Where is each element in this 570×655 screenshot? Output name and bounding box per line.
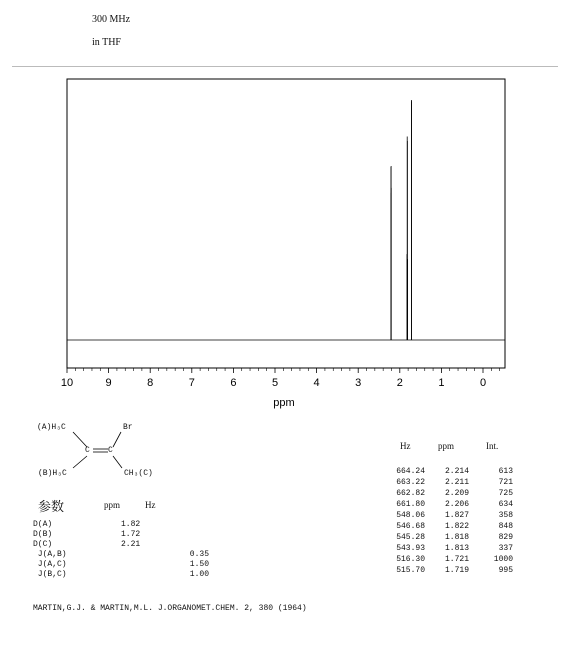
peaks-header-int: Int. [486, 441, 499, 451]
x-axis-label: ppm [273, 397, 295, 409]
param-hz: 1.50 [189, 559, 209, 569]
peak-hz: 661.80 [396, 500, 425, 509]
peak-ppm: 2.206 [444, 500, 469, 509]
param-hz: 1.00 [189, 569, 209, 579]
x-tick-label-4: 4 [313, 377, 320, 389]
peak-row [387, 499, 513, 510]
peak-ppm: 1.719 [444, 566, 469, 575]
peak-row [387, 521, 513, 532]
carbon-2-label: C [108, 446, 113, 455]
peak-int: 1000 [493, 555, 513, 564]
peak-hz: 662.82 [396, 489, 425, 498]
x-tick-label-7: 7 [188, 377, 195, 389]
params-col-ppm: ppm [104, 500, 121, 510]
peak-ppm: 2.209 [444, 489, 469, 498]
x-tick-label-10: 10 [60, 377, 74, 389]
solvent-label: in THF [92, 37, 121, 48]
peak-row [387, 510, 513, 521]
group-b-label: (B)H₃C [38, 469, 67, 478]
bromine-label: Br [123, 423, 133, 432]
peak-ppm: 1.818 [444, 533, 469, 542]
x-tick-label-0: 0 [479, 377, 487, 389]
param-ppm [121, 549, 153, 559]
peak-hz: 546.68 [396, 522, 425, 531]
param-row [33, 529, 209, 539]
peak-hz: 515.70 [396, 566, 425, 575]
plot-frame [67, 79, 505, 368]
carbon-1-label: C [85, 446, 90, 455]
frequency-label: 300 MHz [92, 14, 131, 25]
peaks-header-ppm: ppm [438, 441, 455, 451]
peak-list-table [387, 466, 513, 576]
peak-ppm: 1.827 [444, 511, 469, 520]
peak-int: 995 [498, 566, 513, 575]
x-tick-label-8: 8 [147, 377, 154, 389]
param-row [33, 519, 209, 529]
peak-int: 613 [498, 467, 513, 476]
peak-hz: 548.06 [396, 511, 425, 520]
x-tick-label-2: 2 [396, 377, 403, 389]
param-name: J(A,B) [33, 549, 67, 559]
peak-int: 337 [498, 544, 513, 553]
peak-row [387, 554, 513, 565]
peak-int: 829 [498, 533, 513, 542]
peak-ppm: 1.822 [444, 522, 469, 531]
peaks-header-hz: Hz [400, 441, 411, 451]
param-row [33, 559, 209, 569]
peak-row [387, 565, 513, 576]
param-row [33, 569, 209, 579]
peak-int: 848 [498, 522, 513, 531]
param-row [33, 549, 209, 559]
peak-row [387, 488, 513, 499]
peak-hz: 545.28 [396, 533, 425, 542]
x-tick-label-6: 6 [230, 377, 237, 389]
x-tick-label-3: 3 [355, 377, 362, 389]
x-tick-label-5: 5 [271, 377, 279, 389]
peak-row [387, 543, 513, 554]
peak-row [387, 532, 513, 543]
peak-hz: 516.30 [396, 555, 425, 564]
literature-reference: MARTIN,G.J. & MARTIN,M.L. J.ORGANOMET.CHEM. 2, 380 (1964) [33, 604, 307, 613]
param-row [33, 539, 209, 549]
param-ppm: 2.21 [121, 539, 141, 549]
peak-int: 721 [498, 478, 513, 487]
group-a-label: (A)H₃C [37, 423, 66, 432]
param-ppm: 1.72 [121, 529, 141, 539]
params-col-hz: Hz [145, 500, 156, 510]
peak-ppm: 2.214 [444, 467, 469, 476]
param-hz [153, 529, 209, 539]
peak-row [387, 466, 513, 477]
params-title: 参数 [38, 500, 65, 515]
peak-int: 634 [498, 500, 513, 509]
param-hz: 0.35 [189, 549, 209, 559]
peak-hz: 543.93 [396, 544, 425, 553]
peak-int: 358 [498, 511, 513, 520]
param-name: D(B) [33, 529, 53, 539]
peak-hz: 664.24 [396, 467, 425, 476]
param-ppm [121, 569, 153, 579]
param-name: J(A,C) [33, 559, 67, 569]
x-tick-label-9: 9 [105, 377, 112, 389]
peak-ppm: 2.211 [444, 478, 469, 487]
param-hz [153, 539, 209, 549]
param-hz [153, 519, 209, 529]
x-tick-label-1: 1 [438, 377, 445, 389]
group-c-label: CH₃(C) [124, 469, 153, 478]
peak-row [387, 477, 513, 488]
param-name: D(C) [33, 539, 53, 549]
peak-int: 725 [498, 489, 513, 498]
coupling-params-table [33, 519, 209, 579]
param-name: J(B,C) [33, 569, 67, 579]
param-name: D(A) [33, 519, 53, 529]
peak-ppm: 1.721 [444, 555, 469, 564]
param-ppm [121, 559, 153, 569]
param-ppm: 1.82 [121, 519, 141, 529]
peak-hz: 663.22 [396, 478, 425, 487]
peak-ppm: 1.813 [444, 544, 469, 553]
